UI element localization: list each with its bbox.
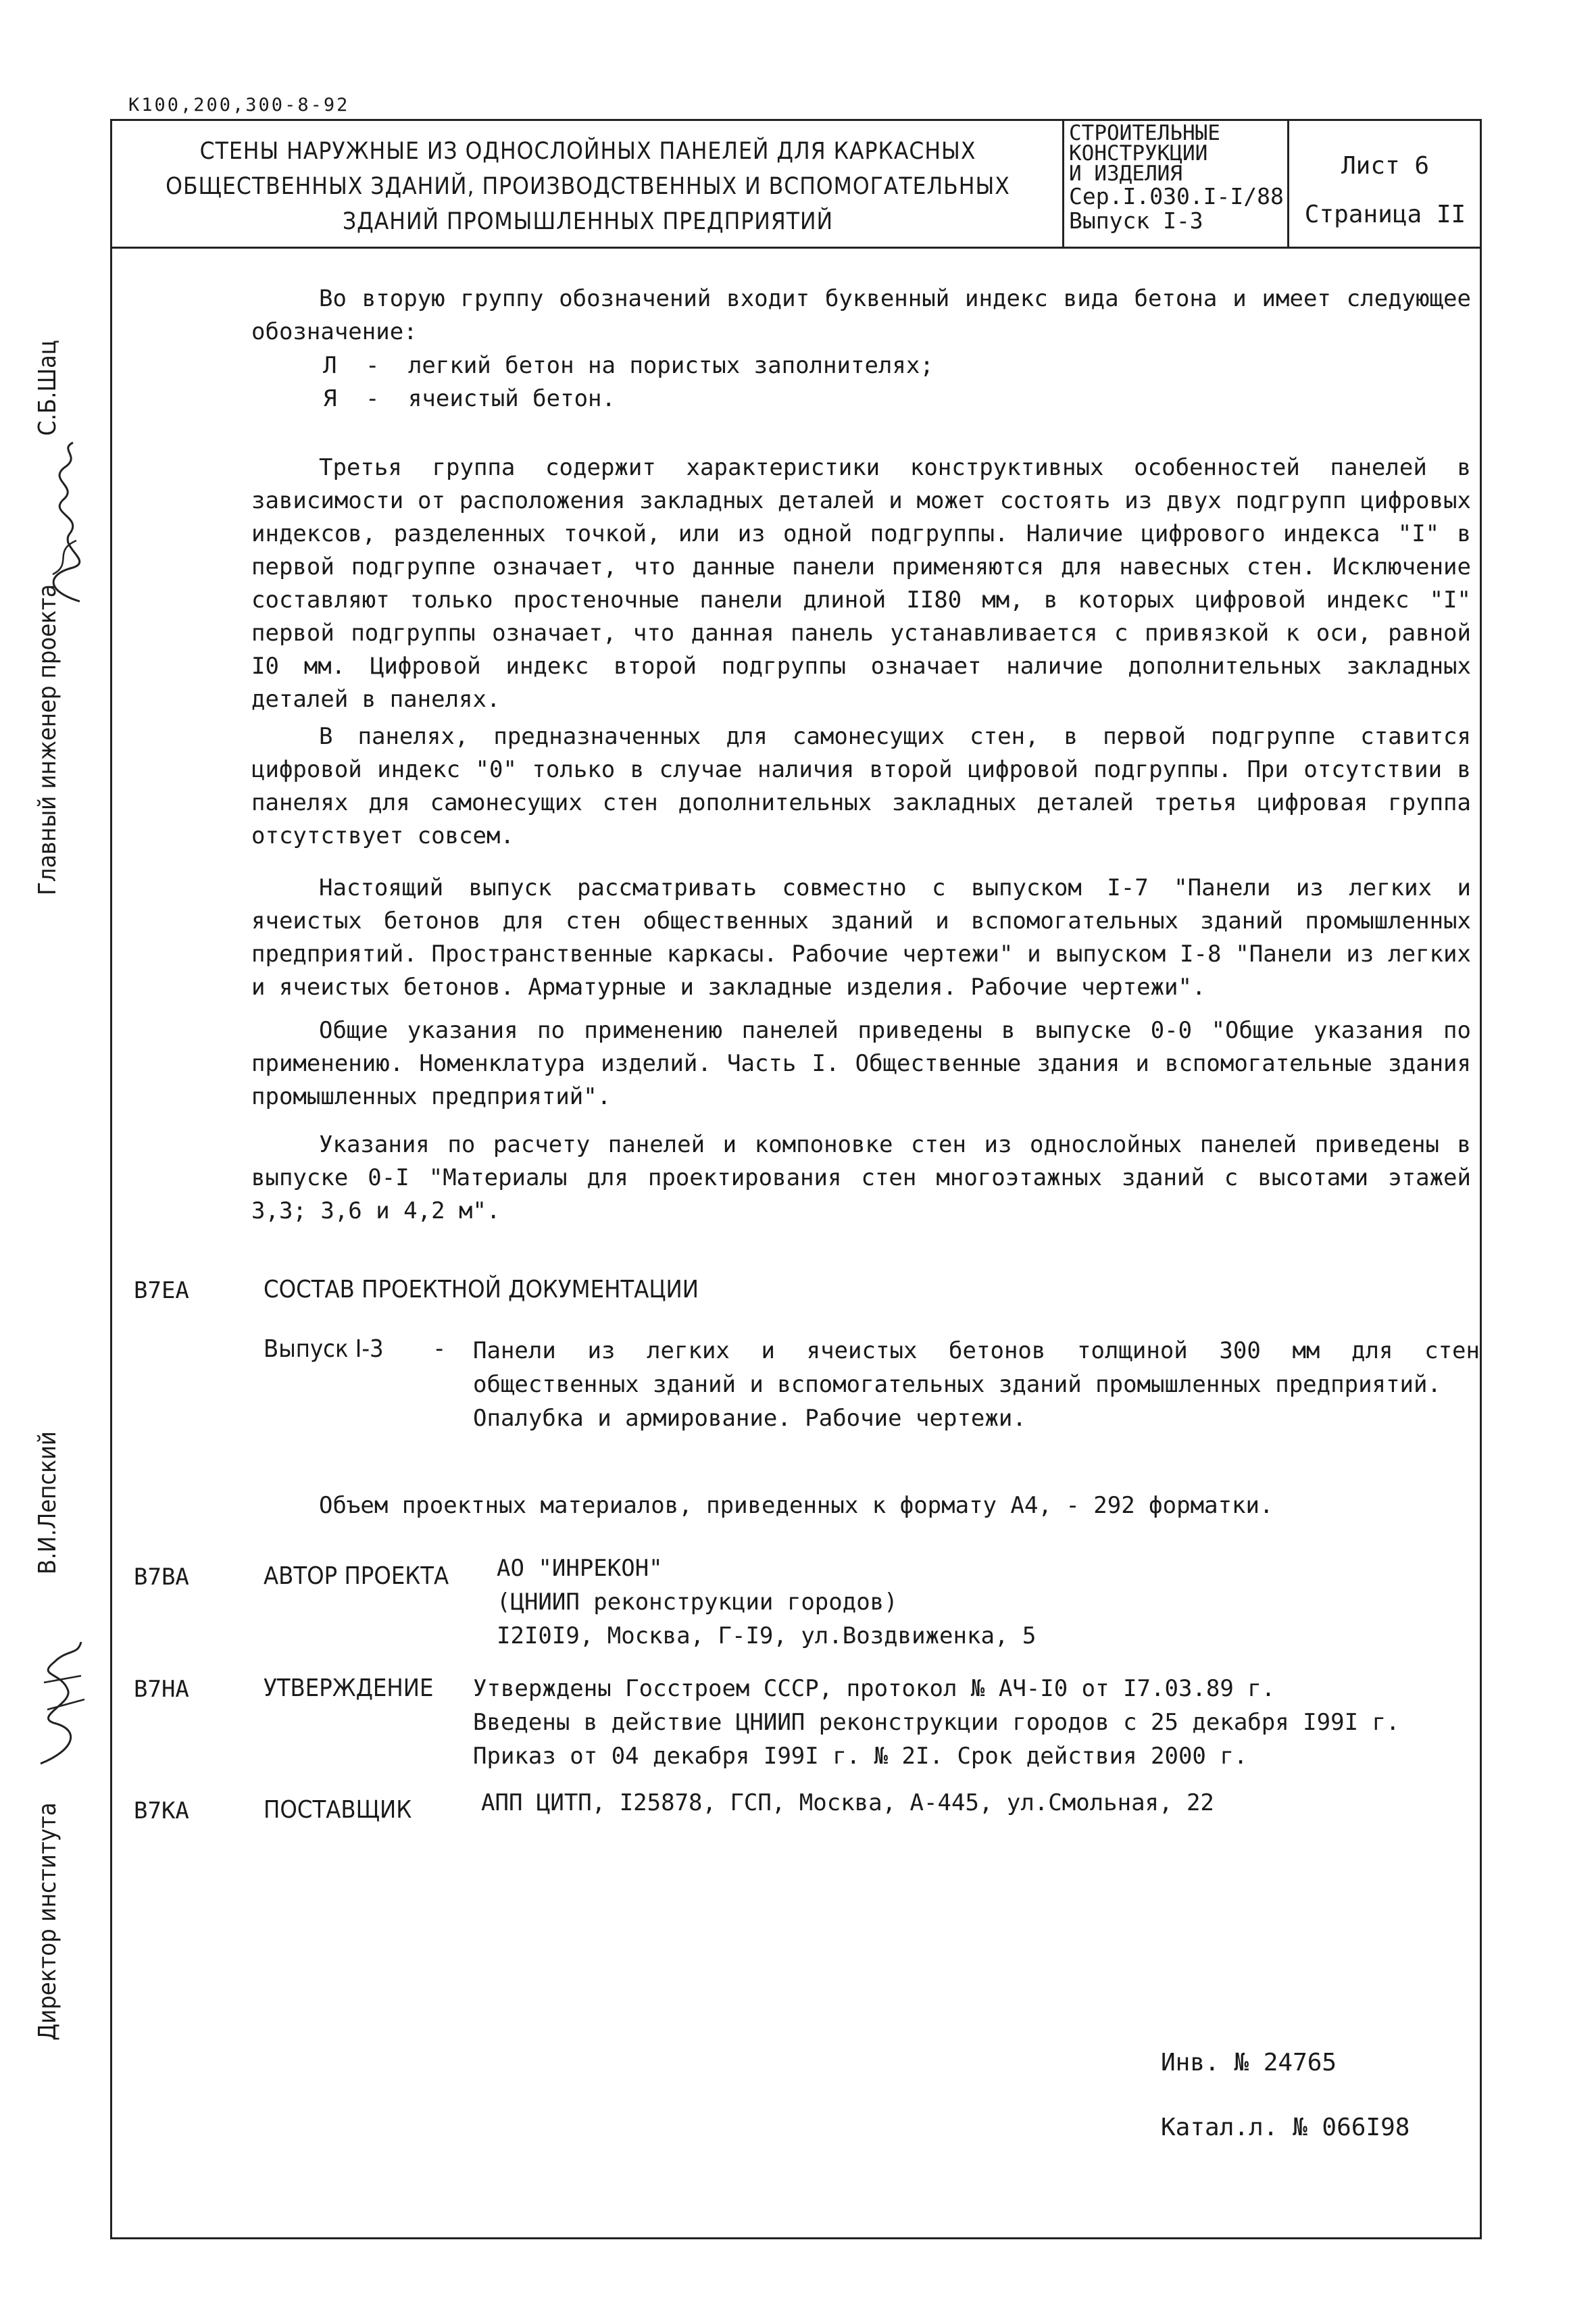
issue-line: Опалубка и армирование. Рабочие чертежи. [473, 1405, 1026, 1432]
paragraph-third-group: Третья группа содержит характеристики конструктивных особенностей панелей в зависимости от расположения закладных деталей и может состоять из двух подгрупп цифровых индексов, разделенных точкой, или из одной подгруппы. Наличие цифрового индекса "I" в первой подгруппе означает, что данные панели применяются для навесных стен. Исключение составляют только простеночные панели длиной II80 мм, в которых цифровой индекс "I" первой подгруппы означает, что данная панель устанавливается с привязкой к оси, равной I0 мм. Цифровой индекс второй подгруппы означает наличие дополнительных закладных деталей в панелях. [251, 454, 1471, 713]
document-title [118, 134, 1057, 239]
author-label: АВТОР ПРОЕКТА [264, 1562, 449, 1590]
list-item [323, 349, 934, 382]
series-number: Сер.I.030.I-I/88 [1069, 183, 1284, 209]
signature-head [27, 1635, 95, 1770]
author-value [497, 1551, 1036, 1653]
sheet-block [1291, 142, 1480, 239]
chief-engineer-label: Главный инженер проекта [34, 584, 61, 895]
title-line: ОБЩЕСТВЕННЫХ ЗДАНИЙ, ПРОИЗВОДСТВЕННЫХ И ВСПОМОГАТЕЛЬНЫХ [166, 173, 1010, 200]
section-code: В7ЕА [134, 1277, 189, 1304]
paragraph-self-bearing: В панелях, предназначенных для самонесущих стен, в первой подгруппе ставится цифровой индекс "0" только в случае наличия второй цифровой подгруппы. При отсутствии в панелях для самонесущих стен дополнительных закладных деталей третья цифровая группа отсутствует совсем. [251, 723, 1471, 849]
series-line: СТРОИТЕЛЬНЫЕ [1069, 121, 1220, 145]
approval-line: Приказ от 04 декабря I99I г. № 2I. Срок действия 2000 г. [473, 1743, 1248, 1770]
approval-line: Утверждены Госстроем СССР, протокол № АЧ-I0 от I7.03.89 г. [473, 1675, 1276, 1702]
header-divider-vertical-1 [1062, 119, 1064, 247]
approval-value [473, 1672, 1399, 1773]
issue-number: Выпуск I-3 [1069, 207, 1203, 234]
head-name: В.И.Лепский [34, 1431, 61, 1574]
title-line: ЗДАНИЙ ПРОМЫШЛЕННЫХ ПРЕДПРИЯТИЙ [342, 208, 834, 235]
paragraph-general-guidance: Общие указания по применению панелей приведены в выпуске 0-0 "Общие указания по применению. Номенклатура изделий. Часть I. Общественные здания и вспомогательные здания промышленных предприятий". [251, 1017, 1471, 1110]
page-number: Страница II [1304, 201, 1466, 228]
list-item [323, 382, 934, 416]
series-line: И ИЗДЕЛИЯ [1069, 161, 1182, 186]
author-line: АО "ИНРЕКОН" [497, 1555, 663, 1582]
supplier-label: ПОСТАВЩИК [264, 1796, 412, 1824]
approval-line: Введены в действие ЦНИИП реконструкции городов с 25 декабря I99I г. [473, 1709, 1400, 1736]
list-text: ячеистый бетон. [407, 385, 616, 412]
supplier-value: АПП ЦИТП, I25878, ГСП, Москва, А-445, ул.Смольная, 22 [481, 1789, 1214, 1816]
series-block [1069, 123, 1285, 232]
paragraph-related-issues: Настоящий выпуск рассматривать совместно с выпуском I-7 "Панели из легких и ячеистых бетонов для стен общественных зданий и вспомогательных зданий промышленных предприятий. Пространственные каркасы. Рабочие чертежи" и выпуском I-8 "Панели из легких и ячеистых бетонов. Арматурные и закладные изделия. Рабочие чертежи". [251, 874, 1471, 1001]
director-label: Директор института [34, 1802, 61, 2041]
issue-line: Панели из легких и ячеистых бетонов толщиной 300 мм для стен общественных зданий и вспомогательных зданий промышленных предприятий. [473, 1337, 1480, 1398]
volume-line: Объем проектных материалов, приведенных к формату А4, - 292 форматки. [319, 1492, 1274, 1519]
header-divider [110, 247, 1482, 249]
document-code: К100,200,300-8-92 [128, 95, 350, 116]
concrete-list [323, 349, 934, 416]
title-line: СТЕНЫ НАРУЖНЫЕ ИЗ ОДНОСЛОЙНЫХ ПАНЕЛЕЙ ДЛЯ КАРКАСНЫХ [199, 138, 976, 165]
paragraph-calculation: Указания по расчету панелей и компоновке стен из однослойных панелей приведены в выпуске 0-I "Материалы для проектирования стен многоэтажных зданий с высотами этажей 3,3; 3,6 и 4,2 м". [251, 1131, 1471, 1224]
author-line: I2I0I9, Москва, Г-I9, ул.Воздвиженка, 5 [497, 1622, 1037, 1649]
list-dash: - [365, 352, 380, 379]
issue-dash: - [432, 1335, 447, 1362]
chief-engineer-name: С.Б.Шац [34, 340, 61, 436]
series-line: КОНСТРУКЦИИ [1069, 141, 1208, 166]
paragraph-concrete-group: Во вторую группу обозначений входит буквенный индекс вида бетона и имеет следующее обозначение: [251, 285, 1471, 345]
list-mark: Я [323, 385, 337, 412]
section-code: В7КА [134, 1797, 189, 1824]
composition-heading: СОСТАВ ПРОЕКТНОЙ ДОКУМЕНТАЦИИ [264, 1276, 699, 1303]
section-code: В7НА [134, 1676, 189, 1703]
sheet-number: Лист 6 [1341, 152, 1430, 180]
approval-label: УТВЕРЖДЕНИЕ [264, 1674, 434, 1702]
author-line: (ЦНИИП реконструкции городов) [497, 1589, 898, 1616]
catalog-number: Катал.л. № 066I98 [1161, 2114, 1410, 2141]
signature-chief-engineer [32, 439, 100, 608]
list-mark: Л [323, 352, 337, 379]
header-divider-vertical-2 [1287, 119, 1289, 247]
issue-label: Выпуск I-3 [264, 1335, 384, 1363]
section-code: В7ВА [134, 1564, 189, 1591]
issue-description [473, 1334, 1480, 1435]
list-text: легкий бетон на пористых заполнителях; [407, 352, 934, 379]
list-dash: - [365, 385, 380, 412]
inventory-number: Инв. № 24765 [1161, 2049, 1337, 2076]
